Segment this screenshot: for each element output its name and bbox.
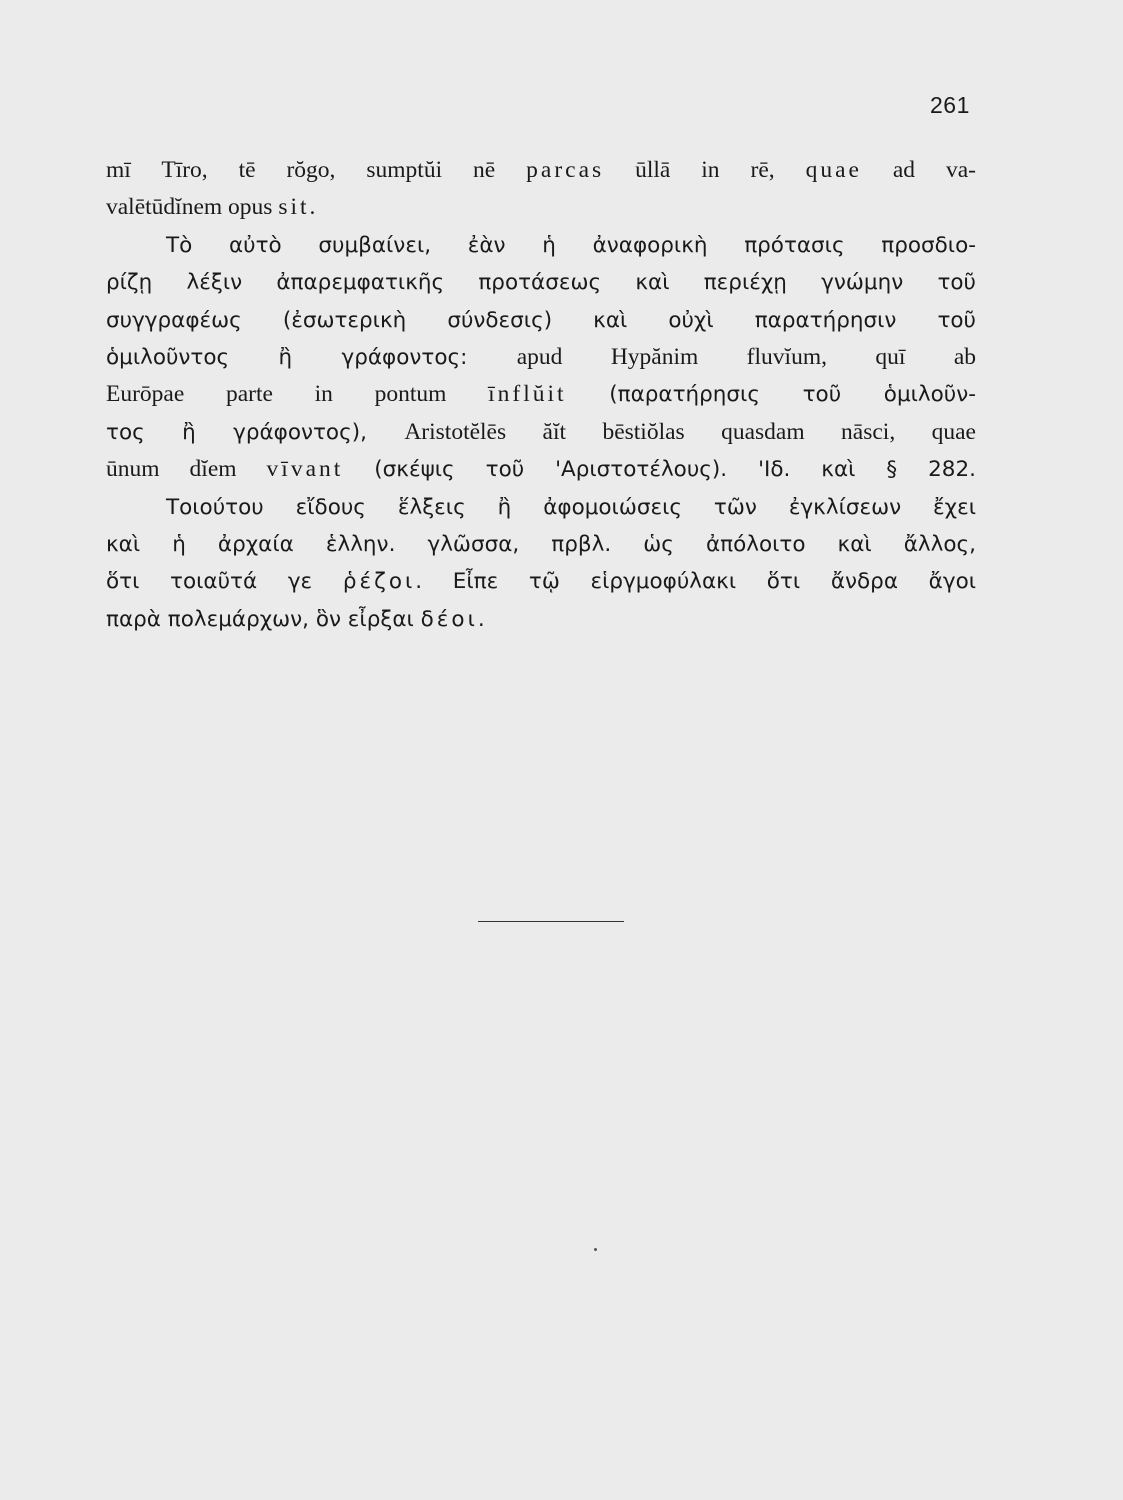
- latin-text: apud Hypănim fluvĭum, quī ab: [516, 343, 976, 370]
- paper-speck: [594, 1248, 597, 1251]
- text-line: [106, 302, 976, 339]
- greek-text: ὅτι τοιαῦτά γε: [106, 569, 343, 595]
- greek-text: Τοιούτου εἴδους ἕλξεις ἢ ἀφομοιώσεις τῶν ἐγκλίσεων ἔχει: [166, 494, 976, 520]
- latin-text: valētūdĭnem opus: [106, 194, 279, 221]
- greek-text: ὁμιλοῦντος ἢ γράφοντος:: [106, 344, 517, 370]
- text-line: [106, 601, 976, 638]
- page-number: 261: [930, 92, 970, 118]
- text-line: [106, 526, 976, 563]
- body-text: [106, 152, 976, 638]
- section-divider: [478, 921, 624, 922]
- greek-text: (παρατήρησις τοῦ ὁμιλοῦν-: [566, 382, 976, 408]
- greek-text: Τὸ αὐτὸ συμβαίνει, ἐὰν ἡ ἀναφορικὴ πρότασις προσδιο-: [166, 232, 976, 258]
- latin-text: Aristotĕlēs ăĭt bēstiŏlas quasdam nāsci, quae: [404, 418, 976, 445]
- paragraph-first-line: [106, 227, 976, 264]
- emphasized-word: quae: [805, 157, 862, 183]
- latin-text: ūllā in rē,: [604, 157, 806, 183]
- text-line: [106, 451, 976, 488]
- latin-text: Eurōpae parte in pontum: [106, 381, 489, 408]
- latin-text: mī Tīro, tē rŏgo, sumptŭi nē: [106, 157, 527, 183]
- text-line: [106, 339, 976, 376]
- greek-text: παρὰ πολεμάρχων, ὃν εἶρξαι: [106, 606, 421, 632]
- text-line: [106, 376, 976, 413]
- paragraph-first-line: [106, 489, 976, 526]
- greek-text: τος ἢ γράφοντος),: [106, 419, 405, 445]
- emphasized-word: sit.: [278, 194, 319, 221]
- greek-text: . Εἶπε τῷ εἱργμοφύλακι ὅτι ἄνδρα ἄγοι: [415, 569, 976, 595]
- text-line: [106, 189, 976, 226]
- greek-text: .: [477, 606, 485, 632]
- emphasized-word: δέοι: [420, 606, 478, 632]
- greek-text: ρίζῃ λέξιν ἀπαρεμφατικῆς προτάσεως καὶ περιέχῃ γνώμην τοῦ: [106, 270, 976, 296]
- emphasized-word: parcas: [526, 157, 605, 183]
- text-line: [106, 414, 976, 451]
- emphasized-word: īnflŭit: [488, 381, 567, 408]
- emphasized-word: vīvant: [266, 456, 344, 483]
- text-line: [106, 152, 976, 189]
- latin-text: ad va-: [861, 157, 976, 183]
- greek-text: (σκέψις τοῦ 'Αριστοτέλους). 'Ιδ. καὶ § 282.: [343, 457, 976, 483]
- greek-text: καὶ ἡ ἀρχαία ἑλλην. γλῶσσα, πρβλ. ὡς ἀπόλοιτο καὶ ἄλλος,: [106, 531, 976, 557]
- greek-text: συγγραφέως (ἐσωτερικὴ σύνδεσις) καὶ οὐχὶ παρατήρησιν τοῦ: [106, 307, 976, 333]
- text-line: [106, 563, 976, 600]
- emphasized-word: ῥέζοι: [342, 569, 416, 595]
- latin-text: ūnum dĭem: [106, 456, 267, 483]
- text-line: [106, 264, 976, 301]
